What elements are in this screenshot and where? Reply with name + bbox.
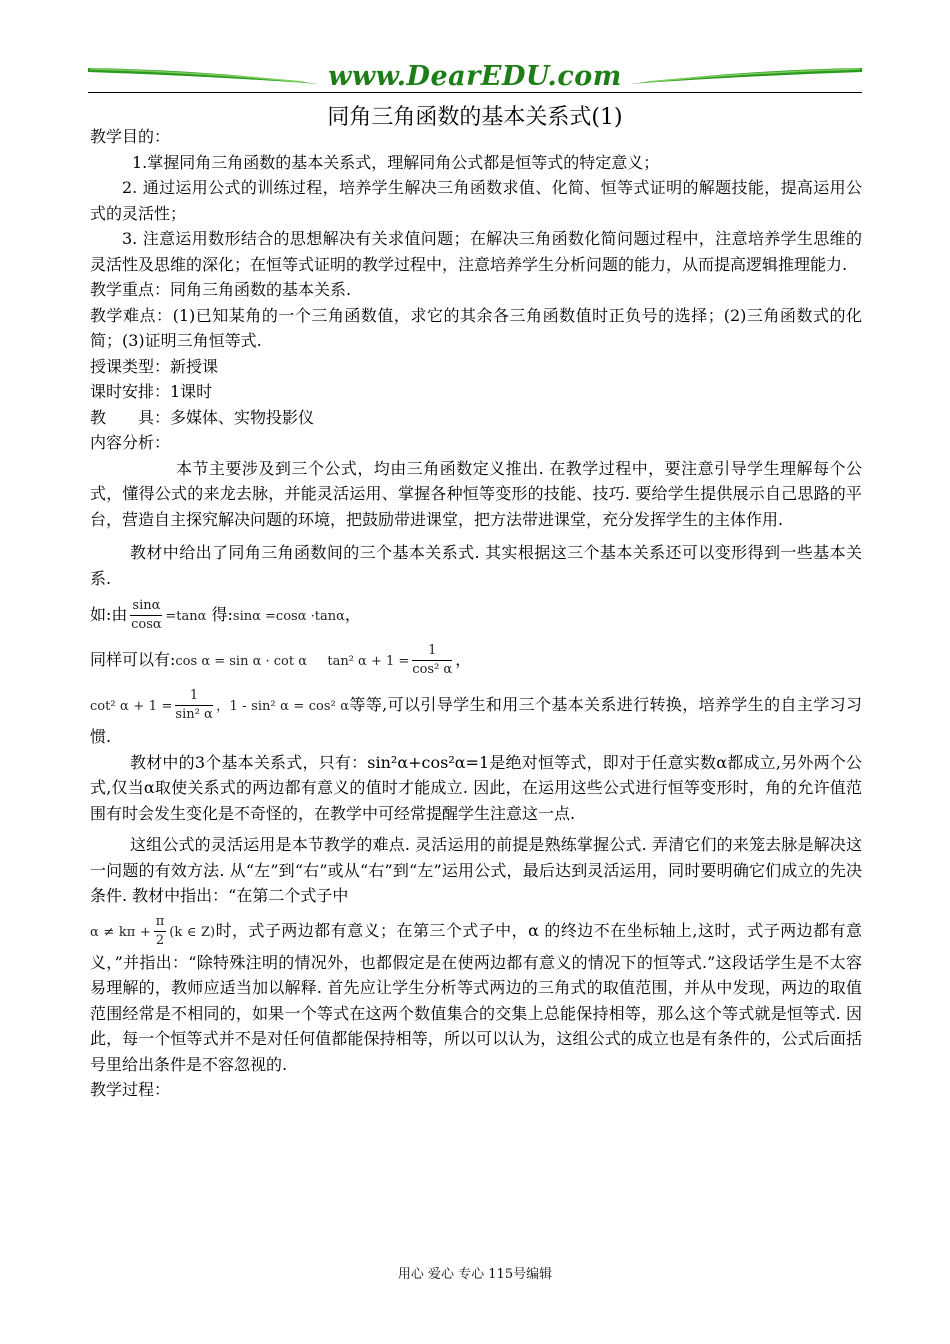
- goals-heading: 教学目的：: [90, 127, 171, 146]
- teaching-tools: 教 具：多媒体、实物投影仪: [90, 407, 315, 427]
- formula-condition-k: (k ∈ Z): [169, 924, 216, 940]
- formula-eq-tan-squared: tan² α + 1 =: [327, 654, 410, 669]
- analysis-paragraph-1: 本节主要涉及到三个公式，均由三角函数定义推出. 在教学过程中，要注意引导学生理解每个公式，懂得公式的来龙去脉，并能灵活运用、掌握各种恒等变形的技能、技巧. 要给学生提供展示自己思路的平台，营造自主探究解决问题的环境，把鼓励带进课堂，把方法带进课堂，充分发挥学生的主体作用.: [90, 458, 862, 529]
- formula-mid-text: 得:: [211, 605, 233, 624]
- analysis-paragraph-4: 这组公式的灵活运用是本节教学的难点. 灵活运用的前提是熟练掌握公式. 弄清它们的来笼去脉是解决这一问题的有效方法. 从“左”到“右”或从“右”到“左”运用公式，最后达到灵活运用，同时要明确它们成立的先决条件. 教材中指出：“在第二个式子中: [90, 835, 862, 905]
- header-divider: [88, 92, 862, 93]
- analysis-paragraph-2: 教材中给出了同角三角函数间的三个基本关系式. 其实根据这三个基本关系还可以变形得到一些基本关系.: [90, 543, 862, 588]
- formula-eq-cos: cos α = sin α · cot α: [175, 654, 308, 669]
- formula-prefix-2: 同样可以有:: [90, 650, 176, 669]
- formula-eq-cot-squared: cot² α + 1 =: [90, 699, 173, 714]
- site-header-banner: [88, 60, 862, 94]
- page-footer: 用心 爱心 专心 115号编辑: [397, 1267, 553, 1282]
- schedule: 课时安排：1课时: [90, 382, 213, 401]
- formula-line-4: [90, 913, 862, 1078]
- fraction-sin-over-cos: $\frac{\sin\alpha}{\cos\alpha}$: [131, 598, 162, 632]
- formula-eq-tan: =tanα: [165, 609, 207, 624]
- formula-eq-one-minus-sin2: ，1 - sin² α = cos² α: [215, 699, 350, 714]
- goal-item-1: 1.掌握同角三角函数的基本关系式，理解同角公式都是恒等式的特定意义；: [132, 152, 660, 172]
- formula-prefix: 如:由: [90, 605, 128, 624]
- formula-line-2: 同样可以有:cos α = sin α · cot α tan² α + 1 = $\frac{1}{\text{cos² α}}$ ，: [90, 643, 472, 677]
- page-title: 同角三角函数的基本关系式(1): [327, 105, 623, 130]
- fraction-one-over-sin2: $\frac{1}{\text{sin² α}}$: [175, 688, 213, 722]
- formula-line-3-text: 等等,可以引导学生和用三个基本关系进行转换，培养学生的自主学习习惯.: [90, 695, 863, 746]
- goal-item-2: 2. 通过运用公式的训练过程，培养学生解决三角函数求值、化简、恒等式证明的解题技能，提高运用公式的灵活性；: [90, 178, 862, 223]
- formula-line-3: [90, 687, 862, 750]
- formula-line-1: 如:由 $\frac{\sin\alpha}{\cos\alpha}$ =tanα 得:sinα =cosα ·tanα，: [90, 598, 361, 632]
- process-heading: 教学过程：: [90, 1080, 171, 1099]
- analysis-heading: 内容分析：: [90, 433, 171, 452]
- formula-condition-alpha: α ≠ kπ +: [90, 924, 151, 940]
- fraction-pi-over-2: $\frac{\pi}{2}$: [155, 913, 165, 948]
- lesson-type: 授课类型：新授课: [90, 356, 219, 376]
- document-body: [90, 124, 862, 1103]
- fraction-one-over-cos2: $\frac{1}{\text{cos² α}}$: [412, 643, 453, 677]
- formula-eq-sin: sinα =cosα ·tanα: [232, 609, 345, 624]
- analysis-paragraph-3: 教材中的3个基本关系式，只有：sin²α+cos²α=1是绝对恒等式，即对于任意实数α都成立,另外两个公式,仅当α取使关系式的两边都有意义的值时才能成立. 因此，在运用这些公式进行恒等变形时，角的允许值范围有时会发生变化是不奇怪的，在教学中可经常提醒学生注意这一点.: [90, 752, 862, 823]
- site-logo-text: www.DearEDU.com: [328, 61, 622, 92]
- key-point: 教学重点：同角三角函数的基本关系.: [90, 280, 352, 299]
- formula-line-4-text: 时，式子两边都有意义；在第三个式子中，α 的终边不在坐标轴上,这时，式子两边都有意义，”并指出：“除特殊注明的情况外，也都假定是在使两边都有意义的情况下的恒等式.”这段话学生是不太容易理解的，教师应适当加以解释. 首先应让学生分析等式两边的三角式的取值范围，并从中发现，两边的取值范围经常是不相同的，如果一个等式在这两个数值集合的交集上总能保持相等，那么这个等式就是恒等式. 因此，每一个恒等式并不是对任何值都能保持相等，所以可以认为，这组公式的成立也是有条件的，公式后面括号里给出条件是不容忽视的.: [90, 920, 862, 1074]
- difficulty: 教学难点：(1)已知某角的一个三角函数值，求它的其余各三角函数值时正负号的选择；(2)三角函数式的化简；(3)证明三角恒等式.: [90, 305, 862, 350]
- goal-item-3: 3. 注意运用数形结合的思想解决有关求值问题；在解决三角函数化简问题过程中，注意培养学生思维的灵活性及思维的深化；在恒等式证明的教学过程中，注意培养学生分析问题的能力，从而提高逻辑推理能力.: [90, 229, 862, 274]
